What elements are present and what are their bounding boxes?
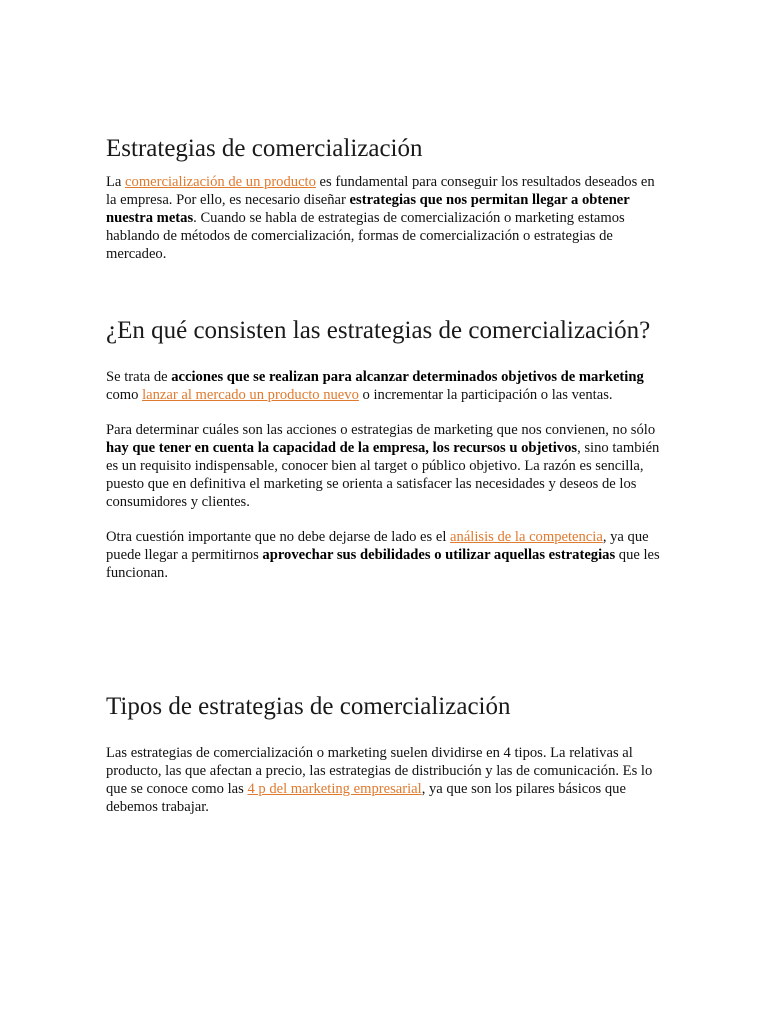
paragraph-text: . Cuando se habla de estrategias de comercialización o marketing estamos hablando de métodos de comercialización, formas de comercialización o estrategias de mercadeo.: [106, 210, 625, 262]
paragraph: [106, 421, 666, 511]
paragraph: [106, 528, 666, 582]
bold-text: estrategias que nos permitan llegar a obtener nuestra metas: [106, 192, 630, 226]
section-heading: Tipos de estrategias de comercialización: [106, 693, 511, 720]
paragraph-text: , ya que puede llegar a permitirnos: [106, 529, 649, 563]
paragraph: [106, 368, 666, 404]
link-lanzar-producto[interactable]: lanzar al mercado un producto nuevo: [142, 387, 359, 403]
section-en-que-consisten: [106, 316, 666, 582]
section-tipos: [106, 692, 666, 816]
paragraph-text: Otra cuestión importante que no debe dejarse de lado es el: [106, 529, 451, 545]
link-comercializacion-producto[interactable]: comercialización de un producto: [125, 174, 316, 190]
paragraph-text: , sino también es un requisito indispensable, conocer bien al target o público objetivo. La razón es sencilla, puesto que en definitiva el marketing se orienta a satisfacer las necesidades y deseos de los consumidores y clientes.: [106, 440, 660, 510]
paragraph-text: Para determinar cuáles son las acciones o estrategias de marketing que nos convienen, no sólo: [106, 422, 656, 438]
link-analisis-competencia[interactable]: análisis de la competencia: [450, 529, 603, 545]
bold-text: hay que tener en cuenta la capacidad de la empresa, los recursos u objetivos: [106, 440, 578, 456]
paragraph-text: que les funcionan.: [106, 547, 660, 581]
link-4p-marketing[interactable]: 4 p del marketing empresarial: [247, 781, 422, 797]
paragraph-text: o incrementar la participación o las ventas.: [358, 387, 613, 403]
paragraph-text: es fundamental para conseguir los resultados deseados en la empresa. Por ello, es necesario diseñar: [106, 174, 655, 208]
section-heading: ¿En qué consisten las estrategias de comercialización?: [106, 317, 651, 344]
paragraph-text: La: [106, 174, 126, 190]
paragraph-text: Las estrategias de comercialización o marketing suelen dividirse en 4 tipos. La relativas al producto, las que afectan a precio, las estrategias de distribución y las de comunicación. Es lo que se conoce como las: [106, 745, 653, 797]
bold-text: aprovechar sus debilidades o utilizar aquellas estrategias: [262, 547, 616, 563]
paragraph-text: , ya que son los pilares básicos que debemos trabajar.: [106, 781, 626, 815]
paragraph: [106, 173, 666, 263]
paragraph-text: Se trata de: [106, 369, 172, 385]
section-heading: Estrategias de comercialización: [106, 135, 423, 162]
paragraph: [106, 744, 666, 816]
section-estrategias: [106, 134, 666, 263]
paragraph-text: como: [106, 387, 143, 403]
bold-text: acciones que se realizan para alcanzar determinados objetivos de marketing: [171, 369, 644, 385]
